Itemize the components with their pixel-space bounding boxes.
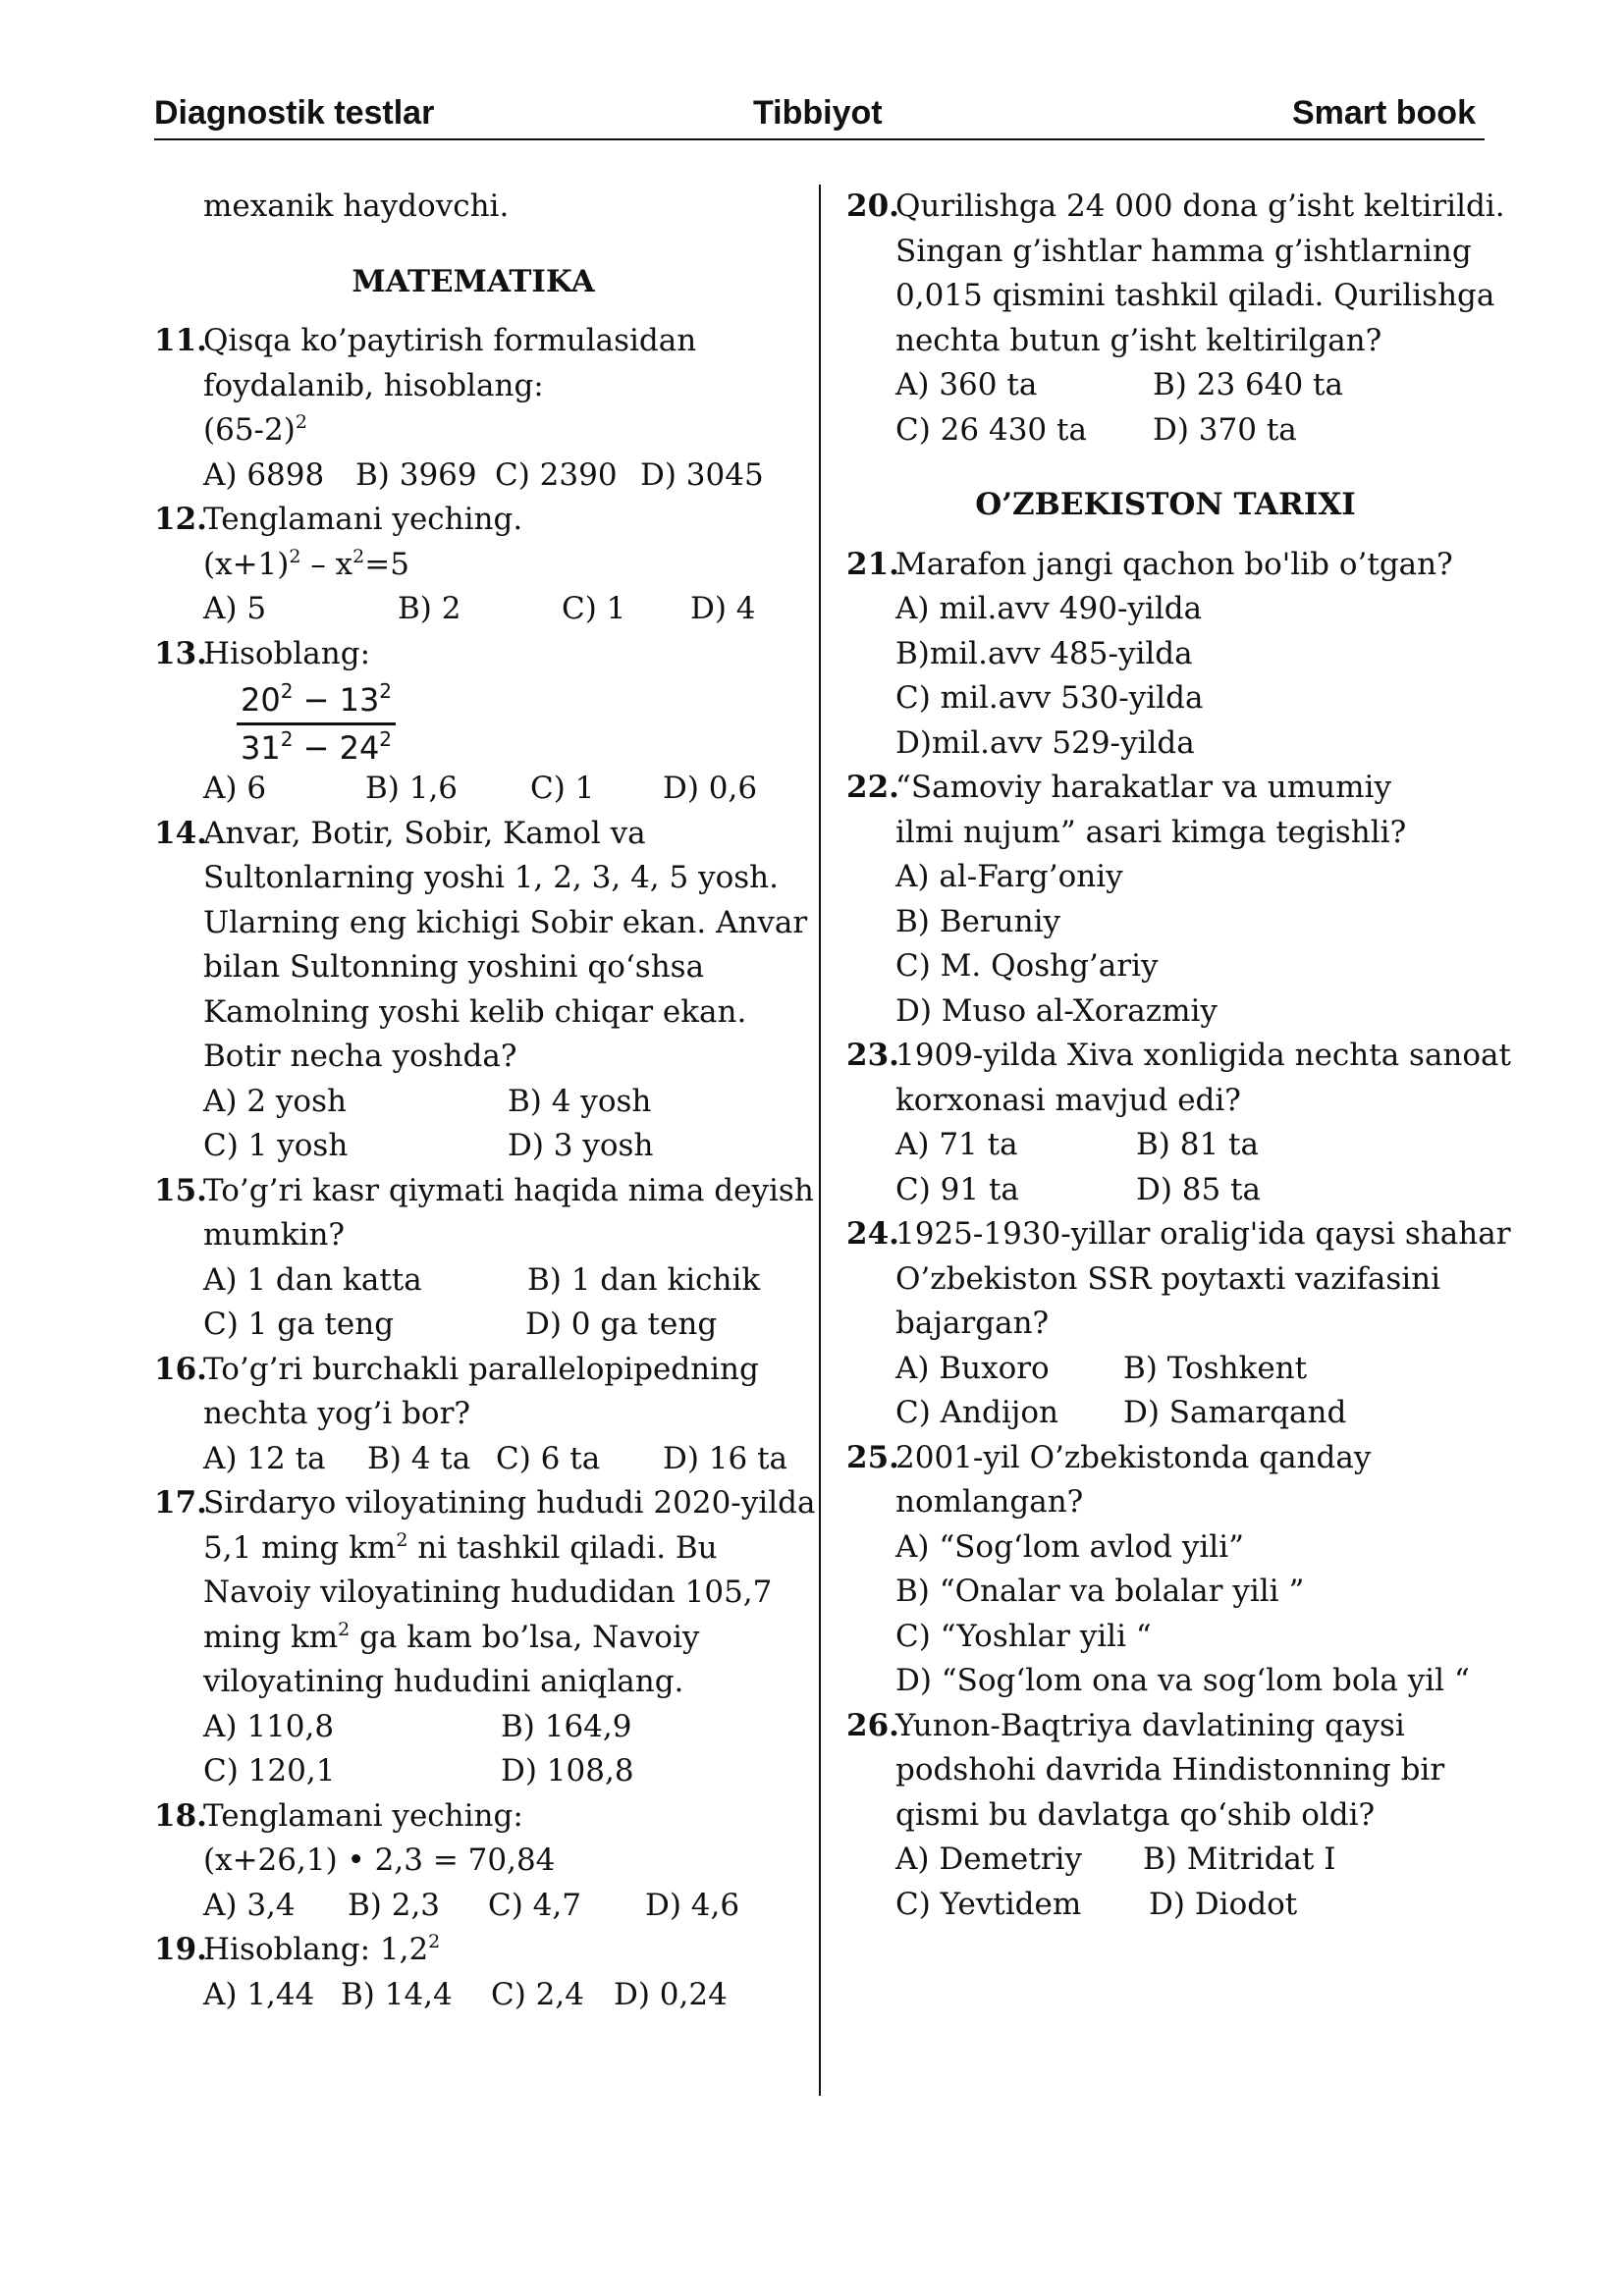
question-number: 12. <box>154 502 207 537</box>
answer-option-a: A) 1 dan katta <box>203 1261 422 1298</box>
question-13 <box>154 632 792 812</box>
question-23 <box>846 1034 1511 1212</box>
answer-option-b: B) 1,6 <box>365 771 459 806</box>
question-text: foydalanib, hisoblang: <box>203 367 544 403</box>
answer-row <box>895 1347 1485 1392</box>
answer-option-c: C) 4,7 <box>488 1887 581 1923</box>
answer-option-c: C) 1 yosh <box>203 1128 349 1163</box>
answer-option-b: B) Mitridat I <box>1143 1842 1336 1877</box>
answer-option-b: B) 2 <box>398 591 461 626</box>
answer-option-a: A) 360 ta <box>895 367 1038 402</box>
question-text: Sultonlarning yoshi 1, 2, 3, 4, 5 yosh. <box>203 860 779 895</box>
question-21 <box>846 543 1485 767</box>
question-text: Sirdaryo viloyatining hududi 2020-yilda <box>203 1485 816 1521</box>
question-text: To’g’ri burchakli parallelopipedning <box>203 1351 759 1387</box>
answer-option-a: A) 5 <box>203 591 267 626</box>
header-left-title: Diagnostik testlar <box>154 94 435 132</box>
answer-option-a: A) mil.avv 490-yilda <box>895 591 1203 626</box>
answer-option-b: B) 3969 <box>355 456 477 493</box>
answer-option-d: D) 85 ta <box>1136 1171 1262 1207</box>
answer-option-c: C) 120,1 <box>203 1753 336 1789</box>
answer-option-a: A) 110,8 <box>203 1708 335 1744</box>
question-expression: $(65-2)^2$ <box>203 411 307 448</box>
question-number: 14. <box>154 815 207 851</box>
answer-row <box>203 1884 792 1929</box>
question-number: 15. <box>154 1172 207 1208</box>
answer-row <box>203 1303 792 1348</box>
question-text: bajargan? <box>895 1306 1050 1341</box>
question-number: 25. <box>846 1439 899 1475</box>
section-title-matematika: MATEMATIKA <box>352 263 595 299</box>
answer-option-d: D) 0,6 <box>663 771 758 806</box>
answer-option-c: C) 1 ga teng <box>203 1307 395 1342</box>
answer-option-d: D) 3 yosh <box>508 1128 654 1163</box>
answer-option-c: C) 2390 <box>495 456 618 493</box>
fraction-expression <box>203 676 792 767</box>
question-text: Singan g’ishtlar hamma g’ishtlarning <box>895 233 1472 269</box>
question-text: Hisoblang: $1,2^2$ <box>203 1931 441 1967</box>
answer-option-a: A) 12 ta <box>203 1440 326 1476</box>
question-text: O’zbekiston SSR poytaxti vazifasini <box>895 1260 1441 1297</box>
question-text: 0,015 qismini tashkil qiladi. Qurilishga <box>895 278 1495 313</box>
question-text: ming $km^2$ ga kam bo’lsa, Navoiy <box>203 1618 700 1655</box>
answer-option-b: B) “Onalar va bolalar yili ” <box>895 1574 1305 1609</box>
fraction-denominator: $31^2 - 24^2$ <box>240 727 393 767</box>
question-text: 1909-yilda Xiva xonligida nechta sanoat <box>895 1038 1511 1073</box>
fraction-numerator: $20^2 - 13^2$ <box>240 679 393 719</box>
question-15 <box>154 1169 814 1348</box>
answer-option-a: A) 71 ta <box>895 1127 1018 1162</box>
question-text: mumkin? <box>203 1217 346 1253</box>
question-17 <box>154 1481 816 1794</box>
answer-option-b: B) 164,9 <box>501 1708 632 1744</box>
question-19 <box>154 1928 792 2017</box>
answer-row <box>203 1749 792 1794</box>
question-text: 2001-yil O’zbekistonda qanday <box>895 1439 1372 1475</box>
question-22 <box>846 766 1485 1034</box>
answer-option-c: C) Andijon <box>895 1395 1059 1430</box>
answer-option-d: D) Muso al-Xorazmiy <box>895 992 1218 1029</box>
question-text: nomlangan? <box>895 1484 1084 1520</box>
answer-option-d: D) 4,6 <box>645 1887 740 1923</box>
question-text: Anvar, Botir, Sobir, Kamol va <box>203 815 646 851</box>
section-title-ozbekiston-tarixi: O’ZBEKISTON TARIXI <box>975 487 1356 522</box>
question-text: ilmi nujum” asari kimga tegishli? <box>895 814 1407 850</box>
answer-option-a: A) 2 yosh <box>203 1083 347 1119</box>
question-text: “Samoviy harakatlar va umumiy <box>895 770 1391 805</box>
answer-option-a: A) 6 <box>203 771 267 806</box>
question-number: 17. <box>154 1485 207 1521</box>
question-number: 21. <box>846 546 899 582</box>
question-25 <box>846 1436 1485 1704</box>
carryover-text: mexanik haydovchi. <box>203 188 510 224</box>
header-right-title: Smart book <box>1291 94 1476 132</box>
answer-row <box>203 1258 792 1304</box>
answer-option-d: D) 0,24 <box>614 1976 728 2012</box>
answer-option-a: A) 6898 <box>203 456 325 493</box>
answer-option-d: D)mil.avv 529-yilda <box>895 724 1195 761</box>
question-number: 19. <box>154 1932 207 1967</box>
question-text: viloyatining hududini aniqlang. <box>203 1664 684 1699</box>
answer-option-a: A) al-Farg’oniy <box>895 859 1123 894</box>
answer-row <box>895 1883 1485 1928</box>
question-20 <box>846 185 1505 453</box>
question-text: Qurilishga 24 000 dona g’isht keltirildi. <box>895 188 1505 224</box>
question-text: Yunon-Baqtriya davlatining qaysi <box>895 1707 1405 1743</box>
answer-option-d: D) Diodot <box>1149 1886 1298 1922</box>
answer-option-c: C) 6 ta <box>496 1440 601 1476</box>
answer-row <box>895 408 1485 454</box>
question-expression: (x+26,1) • 2,3 = 70,84 <box>203 1842 556 1878</box>
answer-option-a: A) Demetriy <box>895 1842 1082 1877</box>
answer-option-d: D) 16 ta <box>663 1440 788 1476</box>
question-text: Kamolning yoshi kelib chiqar ekan. <box>203 993 747 1030</box>
left-column <box>154 185 816 2017</box>
answer-option-c: C) M. Qoshg’ariy <box>895 948 1159 984</box>
answer-option-c: C) 2,4 <box>491 1976 584 2012</box>
answer-row <box>203 1080 792 1125</box>
question-number: 23. <box>846 1038 899 1073</box>
answer-row <box>895 1391 1485 1436</box>
question-expression: $(x+1)^2 - x^2=5$ <box>203 545 409 582</box>
question-12 <box>154 498 792 632</box>
answer-row <box>203 1124 792 1169</box>
answer-option-d: D) 370 ta <box>1153 411 1297 448</box>
answer-option-b: B) 4 yosh <box>508 1083 652 1119</box>
question-text: Ularning eng kichigi Sobir ekan. Anvar <box>203 904 808 940</box>
question-26 <box>846 1704 1485 1928</box>
answer-option-b: B) Beruniy <box>895 903 1061 939</box>
answer-option-b: B) 2,3 <box>348 1887 441 1923</box>
question-number: 22. <box>846 770 899 805</box>
question-text: Botir necha yoshda? <box>203 1039 517 1074</box>
answer-row <box>895 1838 1485 1883</box>
answer-option-a: A) 3,4 <box>203 1887 296 1923</box>
question-text: nechta yog’i bor? <box>203 1396 471 1431</box>
question-number: 18. <box>154 1797 207 1834</box>
answer-option-c: C) 1 <box>562 591 626 626</box>
question-text: Hisoblang: <box>203 635 371 671</box>
answer-option-c: C) Yevtidem <box>895 1886 1082 1922</box>
question-text: To’g’ri kasr qiymati haqida nima deyish <box>203 1172 814 1208</box>
answer-row <box>895 1123 1485 1168</box>
question-text: bilan Sultonning yoshini qo‘shsa <box>203 949 705 985</box>
answer-option-d: D) “Sog‘lom ona va sog‘lom bola yil “ <box>895 1663 1470 1698</box>
answer-option-d: D) 4 <box>690 591 756 626</box>
question-14 <box>154 812 808 1169</box>
question-text: Marafon jangi qachon bo'lib o’tgan? <box>895 546 1453 582</box>
answer-option-b: B) 81 ta <box>1136 1127 1259 1162</box>
question-18 <box>154 1794 792 1929</box>
answer-row <box>203 587 792 632</box>
answer-option-a: A) “Sog‘lom avlod yili” <box>895 1528 1244 1565</box>
question-text: Qisqa ko’paytirish formulasidan <box>203 323 697 358</box>
question-number: 13. <box>154 635 207 671</box>
answer-option-c: C) “Yoshlar yili “ <box>895 1618 1152 1654</box>
answer-option-b: B) 23 640 ta <box>1153 367 1343 402</box>
question-11 <box>154 319 792 498</box>
question-text: nechta butun g’isht keltirilgan? <box>895 322 1382 358</box>
question-number: 24. <box>846 1216 899 1252</box>
answer-option-b: B) 4 ta <box>367 1440 471 1476</box>
answer-option-b: B) 14,4 <box>341 1976 453 2012</box>
question-number: 16. <box>154 1351 207 1387</box>
answer-option-c: C) 91 ta <box>895 1171 1019 1207</box>
question-text: korxonasi mavjud edi? <box>895 1082 1241 1118</box>
question-text: Tenglamani yeching. <box>203 502 523 537</box>
column-divider <box>819 185 821 2096</box>
answer-option-b: B) 1 dan kichik <box>527 1261 761 1298</box>
question-text: Navoiy viloyatining hududidan 105,7 <box>203 1575 773 1610</box>
answer-row <box>895 363 1485 408</box>
fraction-bar <box>237 722 396 725</box>
question-number: 11. <box>154 323 207 358</box>
answer-option-d: D) 3045 <box>640 456 764 493</box>
answer-option-b: B) Toshkent <box>1123 1350 1308 1386</box>
answer-option-b: B)mil.avv 485-yilda <box>895 635 1193 671</box>
answer-row <box>895 1168 1485 1213</box>
answer-option-d: D) 0 ga teng <box>525 1307 718 1342</box>
question-24 <box>846 1212 1511 1436</box>
answer-option-d: D) Samarqand <box>1123 1395 1347 1430</box>
question-number: 20. <box>846 188 899 224</box>
answer-option-c: C) 26 430 ta <box>895 411 1087 448</box>
answer-row <box>203 454 792 499</box>
question-16 <box>154 1348 792 1482</box>
answer-row <box>203 1705 792 1750</box>
answer-row <box>203 1973 792 2018</box>
question-number: 26. <box>846 1707 899 1743</box>
answer-option-d: D) 108,8 <box>501 1753 634 1789</box>
header-divider <box>154 138 1485 140</box>
question-text: podshohi davrida Hindistonning bir <box>895 1752 1445 1788</box>
answer-option-a: A) 1,44 <box>203 1976 315 2012</box>
right-column <box>846 185 1511 1927</box>
answer-row <box>203 1437 792 1482</box>
answer-option-a: A) Buxoro <box>895 1350 1050 1386</box>
question-text: qismi bu davlatga qo‘shib oldi? <box>895 1796 1376 1833</box>
question-text: Tenglamani yeching: <box>203 1797 523 1834</box>
header-center-title: Tibbiyot <box>753 94 883 132</box>
question-text: 5,1 ming $km^2$ ni tashkil qiladi. Bu <box>203 1528 718 1566</box>
question-text: 1925-1930-yillar oralig'ida qaysi shahar <box>895 1216 1511 1252</box>
answer-option-c: C) mil.avv 530-yilda <box>895 680 1204 716</box>
answer-row <box>203 767 792 812</box>
answer-option-c: C) 1 <box>530 771 595 806</box>
